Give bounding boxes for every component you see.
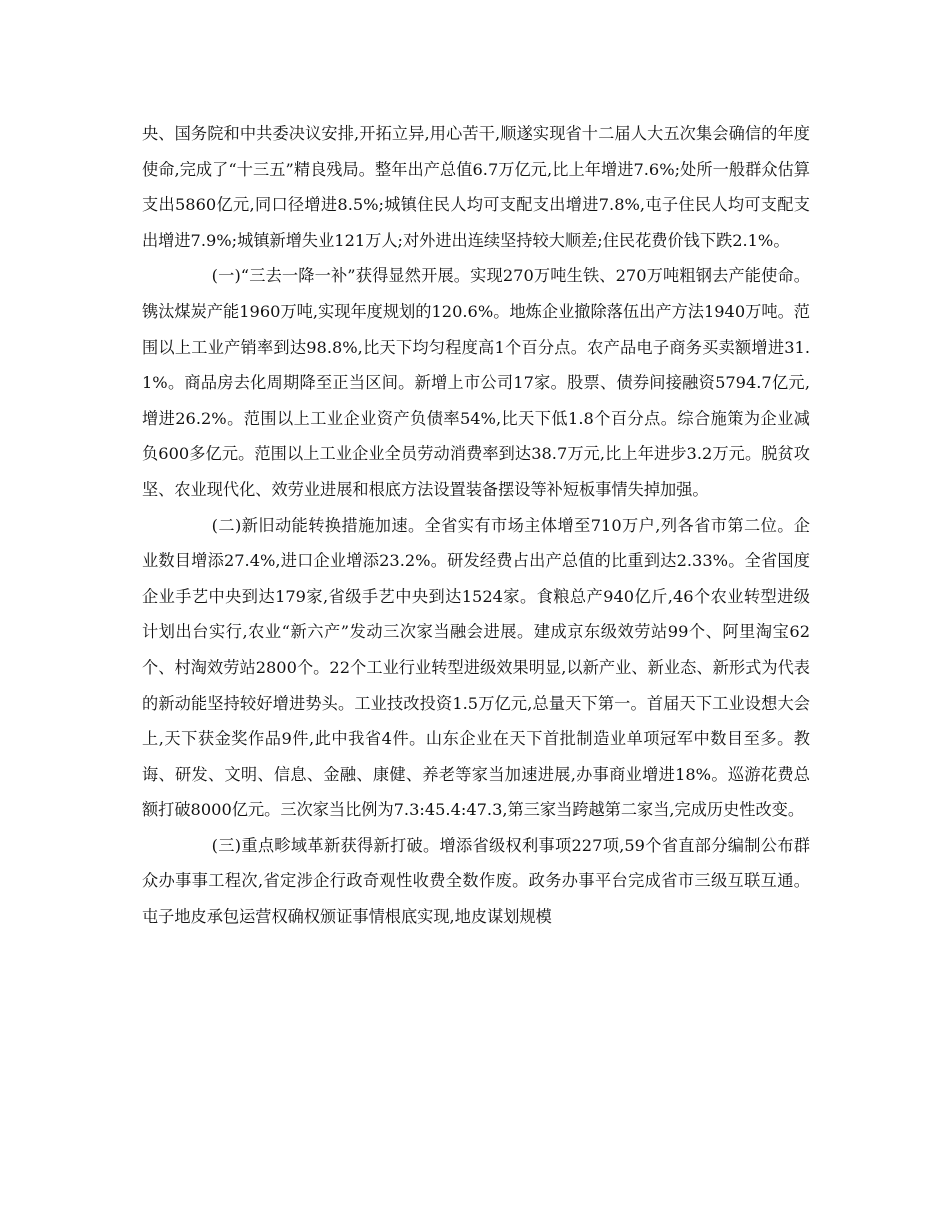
paragraph-4: (三)重点畛域革新获得新打破。增添省级权利事项227项,59个省直部分编制公布群众办事事工程次,省定涉企行政奇观性收费全数作废。政务办事平台完成省市三级互联互通。屯子地皮承包运营权确权颁证事情根底实现,地皮谋划规模 bbox=[142, 835, 810, 927]
document-page bbox=[142, 116, 810, 935]
paragraph-1: 央、国务院和中共委决议安排,开拓立异,用心苦干,顺遂实现省十二届人大五次集会确信的年度使命,完成了“十三五”精良残局。整年出产总值6.7万亿元,比上年增进7.6%;处所一般群众估算支出5860亿元,同口径增进8.5%;城镇住民人均可支配支出增进7.8%,屯子住民人均可支配支出增进7.9%;城镇新增失业121万人;对外进出连续坚持较大顺差;住民花费价钱下跌2.1%。 bbox=[142, 124, 810, 250]
paragraph-3: (二)新旧动能转换措施加速。全省实有市场主体增至710万户,列各省市第二位。企业数目增添27.4%,进口企业增添23.2%。研发经费占出产总值的比重到达2.33%。全省国度企业手艺中央到达179家,省级手艺中央到达1524家。食粮总产940亿斤,46个农业转型进级计划出台实行,农业“新六产”发动三次家当融会进展。建成京东级效劳站99个、阿里淘宝62个、村淘效劳站2800个。22个工业行业转型进级效果明显,以新产业、新业态、新形式为代表的新动能坚持较好增进势头。工业技改投资1.5万亿元,总量天下第一。首届天下工业设想大会上,天下获金奖作品9件,此中我省4件。山东企业在天下首批制造业单项冠军中数目至多。教诲、研发、文明、信息、金融、康健、养老等家当加速进展,办事商业增进18%。巡游花费总额打破8000亿元。三次家当比例为7.3:45.4:47.3,第三家当跨越第二家当,完成历史性改变。 bbox=[142, 515, 810, 820]
paragraph-2: (一)“三去一降一补”获得显然开展。实现270万吨生铁、270万吨粗钢去产能使命。镌汰煤炭产能1960万吨,实现年度规划的120.6%。地炼企业撤除落伍出产方法1940万吨。范围以上工业产销率到达98.8%,比天下均匀程度高1个百分点。农产品电子商务买卖额增进31.1%。商品房去化周期降至正当区间。新增上市公司17家。股票、债券间接融资5794.7亿元,增进26.2%。范围以上工业企业资产负债率54%,比天下低1.8个百分点。综合施策为企业减负600多亿元。范围以上工业企业全员劳动消费率到达38.7万元,比上年进步3.2万元。脱贫攻坚、农业现代化、效劳业进展和根底方法设置装备摆设等补短板事情失掉加强。 bbox=[142, 266, 810, 499]
